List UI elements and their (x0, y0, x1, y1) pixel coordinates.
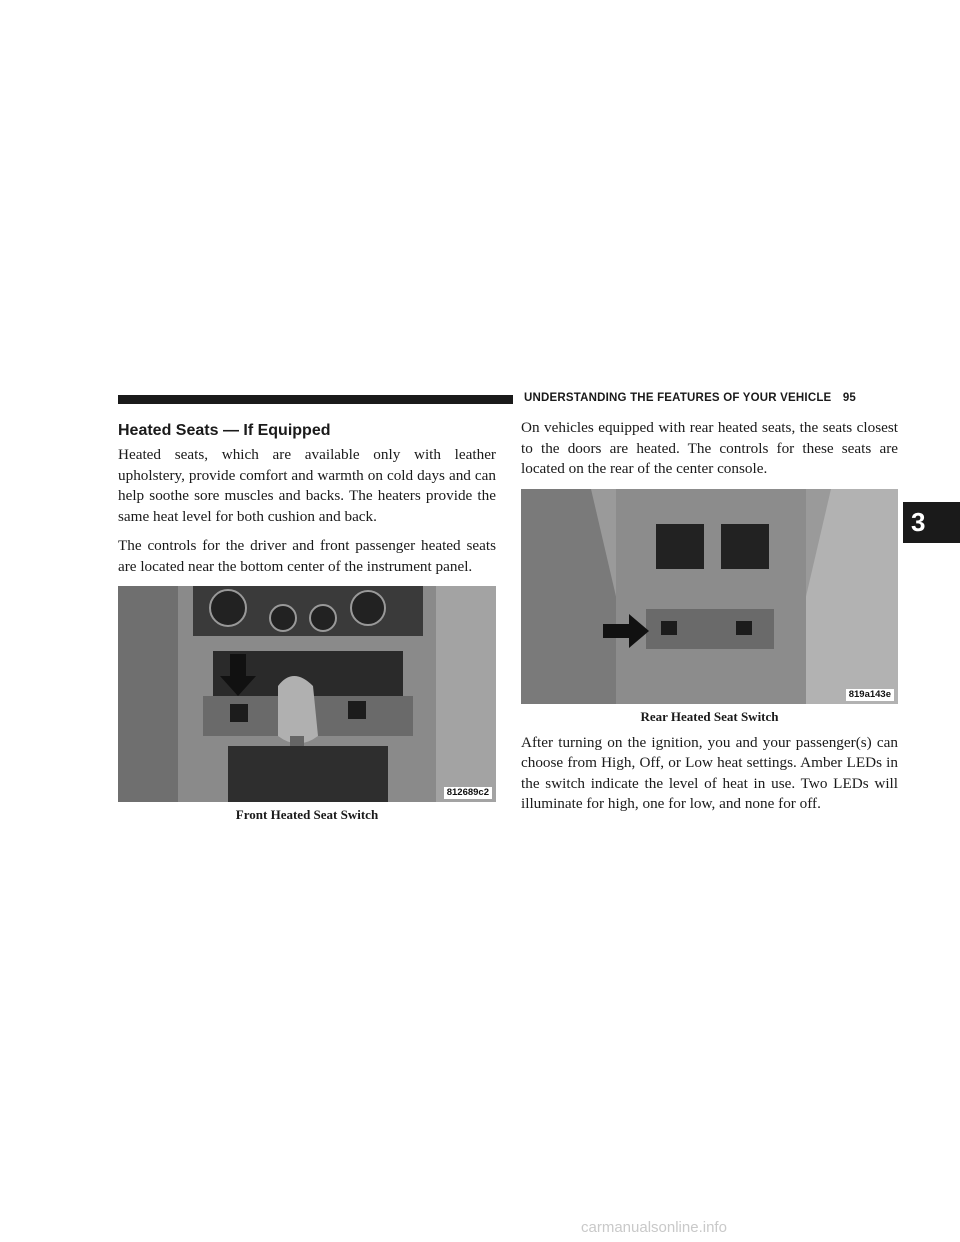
section-heading: Heated Seats — If Equipped (118, 422, 331, 439)
left-column (118, 421, 496, 831)
header-section-title: UNDERSTANDING THE FEATURES OF YOUR VEHICLE (524, 392, 832, 404)
front-heated-seat-figure (118, 586, 496, 802)
rear-figure-code: 819a143e (846, 689, 894, 701)
paragraph-heated-seats-intro: Heated seats, which are available only with leather upholstery, provide comfort and warmth on cold days and can help soothe sore muscles and backs. The heaters provide the same heat level for both cushion and back. (118, 446, 496, 525)
running-header (524, 392, 894, 404)
page-number: 95 (842, 392, 857, 404)
paragraph-front-controls: The controls for the driver and front passenger heated seats are located near the bottom center of the instrument panel. (118, 537, 496, 575)
paragraph-rear-seats: On vehicles equipped with rear heated seats, the seats closest to the doors are heated. The controls for these seats are located on the rear of the center console. (521, 419, 898, 477)
paragraph-heat-settings: After turning on the ignition, you and your passenger(s) can choose from High, Off, or Low heat settings. Amber LEDs in the switch indicate the level of heat in use. Two LEDs will illuminate for high, one for low, and none for off. (521, 733, 898, 812)
rear-heated-seat-figure (521, 489, 898, 704)
front-console-photo (118, 586, 496, 802)
rear-console-illustration (521, 489, 898, 704)
front-figure-code: 812689c2 (444, 787, 492, 799)
header-rule (118, 395, 513, 404)
chapter-tab: 3 (903, 502, 960, 543)
front-console-illustration (118, 586, 496, 802)
rear-figure-caption: Rear Heated Seat Switch (640, 708, 779, 724)
rear-console-photo (521, 489, 898, 704)
front-figure-caption: Front Heated Seat Switch (235, 807, 379, 822)
watermark-url: carmanualsonline.info (581, 1219, 727, 1236)
right-column (521, 418, 898, 824)
